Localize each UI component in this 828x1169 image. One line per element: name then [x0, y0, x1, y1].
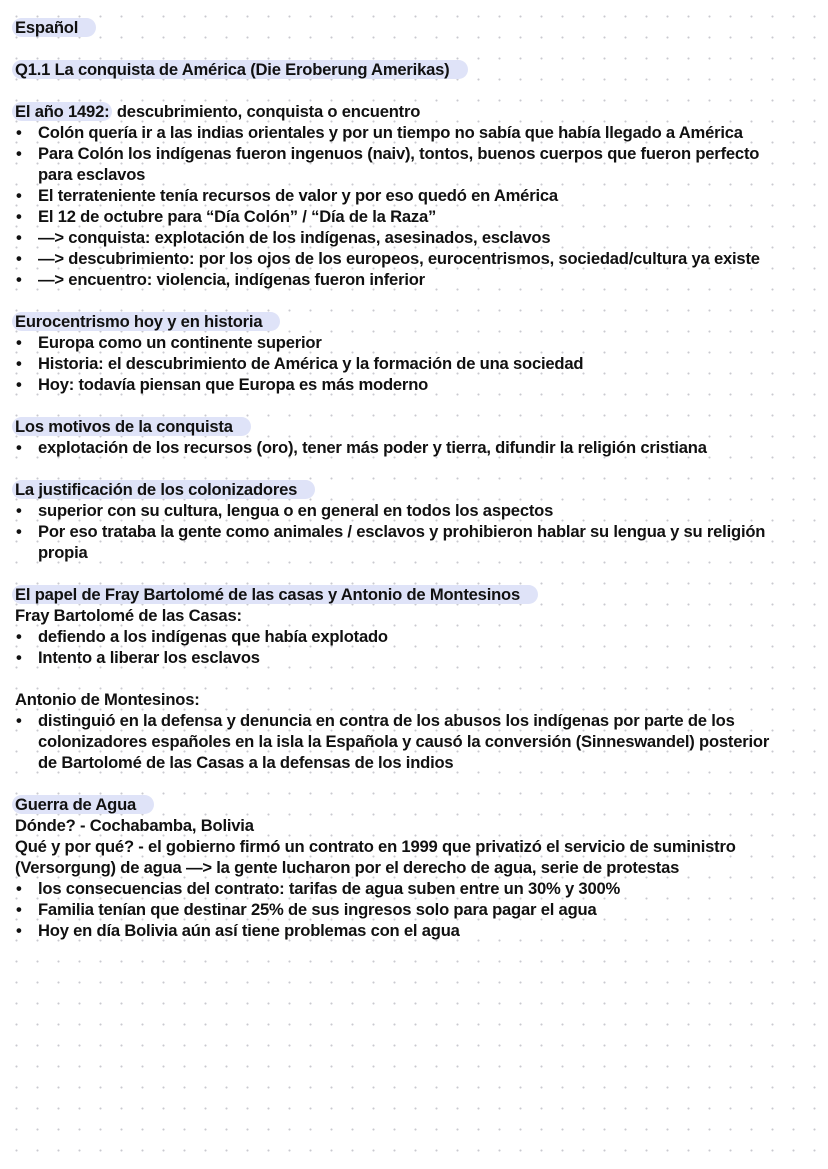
subject-heading: Español — [12, 18, 96, 37]
list-item: • los consecuencias del contrato: tarifas de agua suben entre un 30% y 300% — [15, 878, 785, 899]
subheading: Antonio de Montesinos: — [15, 690, 200, 709]
list-item: • Para Colón los indígenas fueron ingenuos (naiv), tontos, buenos cuerpos que fueron perfecto para esclavos — [15, 143, 785, 185]
section-heading: Eurocentrismo hoy y en historia — [12, 312, 280, 331]
list-item: • Familia tenían que destinar 25% de sus ingresos solo para pagar el agua — [15, 899, 785, 920]
list-item: • El 12 de octubre para “Día Colón” / “Día de la Raza” — [15, 206, 785, 227]
list-item: • —> descubrimiento: por los ojos de los europeos, eurocentrismos, sociedad/cultura ya existe — [15, 248, 785, 269]
section-heading-rest: descubrimiento, conquista o encuentro — [112, 102, 421, 121]
list-item: • explotación de los recursos (oro), tener más poder y tierra, difundir la religión cristiana — [15, 437, 785, 458]
list-item: • Colón quería ir a las indias orientales y por un tiempo no sabía que había llegado a América — [15, 122, 785, 143]
section-motivos — [15, 416, 785, 458]
list-item: • Europa como un continente superior — [15, 332, 785, 353]
list-item: • distinguió en la defensa y denuncia en contra de los abusos los indígenas por parte de los colonizadores españoles en la isla la Española y causó la conversión (Sinneswandel) posterior de Bartolomé de las Casas a la defensas de los indios — [15, 710, 785, 773]
list-item: • Hoy: todavía piensan que Europa es más moderno — [15, 374, 785, 395]
section-heading: Guerra de Agua — [12, 795, 154, 814]
list-item: • El terrateniente tenía recursos de valor y por eso quedó en América — [15, 185, 785, 206]
section-heading: La justificación de los colonizadores — [12, 480, 315, 499]
paragraph: Qué y por qué? - el gobierno firmó un contrato en 1999 que privatizó el servicio de suministro (Versorgung) de agua —> la gente lucharon por el derecho de agua, serie de protestas — [15, 837, 736, 877]
subheading: Fray Bartolomé de las Casas: — [15, 606, 242, 625]
section-guerra-agua — [15, 794, 785, 941]
section-heading: El papel de Fray Bartolomé de las casas y Antonio de Montesinos — [12, 585, 538, 604]
list-item: • superior con su cultura, lengua o en general en todos los aspectos — [15, 500, 785, 521]
list-item: • defiendo a los indígenas que había explotado — [15, 626, 785, 647]
section-heading: El año 1492: — [12, 102, 112, 121]
section-heading: Los motivos de la conquista — [12, 417, 251, 436]
section-papel — [15, 584, 785, 773]
paragraph: Dónde? - Cochabamba, Bolivia — [15, 816, 254, 835]
list-item: • —> conquista: explotación de los indígenas, asesinados, esclavos — [15, 227, 785, 248]
list-item: • Hoy en día Bolivia aún así tiene problemas con el agua — [15, 920, 785, 941]
list-item: • Intento a liberar los esclavos — [15, 647, 785, 668]
page-title: Q1.1 La conquista de América (Die Eroberung Amerikas) — [12, 60, 468, 79]
list-item: • —> encuentro: violencia, indígenas fueron inferior — [15, 269, 785, 290]
notes-page — [15, 17, 785, 941]
section-1492 — [15, 101, 785, 290]
list-item: • Historia: el descubrimiento de América y la formación de una sociedad — [15, 353, 785, 374]
section-eurocentrismo — [15, 311, 785, 395]
list-item: • Por eso trataba la gente como animales / esclavos y prohibieron hablar su lengua y su religión propia — [15, 521, 785, 563]
section-justificacion — [15, 479, 785, 563]
